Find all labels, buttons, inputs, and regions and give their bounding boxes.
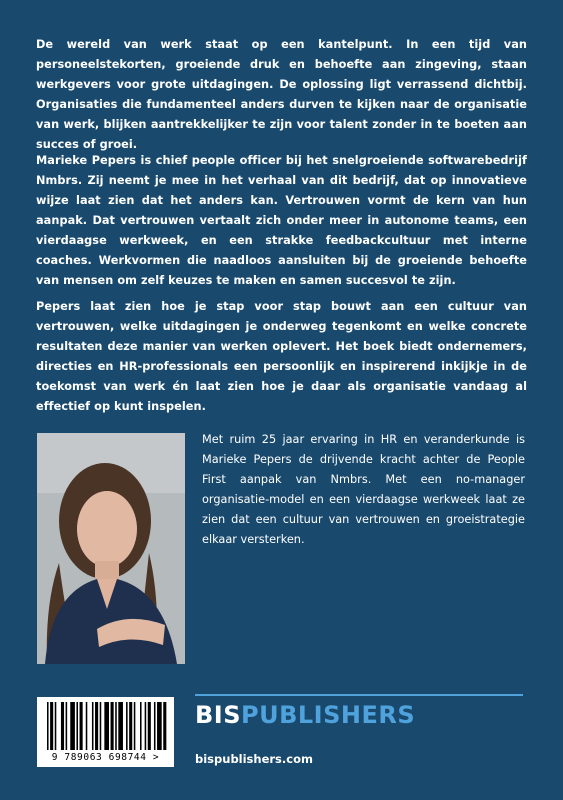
author-portrait-image xyxy=(37,433,185,664)
publisher-divider xyxy=(195,694,523,696)
blurb-paragraph-1: De wereld van werk staat op een kantelpunt. In een tijd van personeelstekorten, groeiende druk en behoefte aan zingeving, staan werkgevers voor grote uitdagingen. De oplossing ligt verrassend dichtbij. Organisaties die fundamenteel anders durven te kijken naar de organisatie van werk, blijken aantrekkelijker te zijn voor talent zonder in te boeten aan succes of groei. xyxy=(36,38,527,151)
publisher-logo-bis: BIS xyxy=(195,701,242,729)
isbn-barcode xyxy=(37,697,174,767)
author-photo xyxy=(37,433,185,664)
isbn-number: 9 789063 698744 > xyxy=(51,752,160,763)
author-bio: Met ruim 25 jaar ervaring in HR en veranderkunde is Marieke Pepers de drijvende kracht achter de People First aanpak van Nmbrs. Met een no-manager organisatie-model en een vierdaagse werkweek laat ze zien dat een cultuur van vertrouwen en groeistrategie elkaar versterken. xyxy=(202,433,525,546)
publisher-logo xyxy=(195,701,415,729)
publisher-website: bispublishers.com xyxy=(195,752,313,766)
blurb-paragraph-3: Pepers laat zien hoe je stap voor stap bouwt aan een cultuur van vertrouwen, welke uitdagingen je onderweg tegenkomt en welke concrete resultaten deze manier van werken oplevert. Het boek biedt ondernemers, directies en HR-professionals een persoonlijk en inspirerend inkijkje in de toekomst van werk én laat zien hoe je daar als organisatie vandaag al effectief op kunt inspelen. xyxy=(36,300,527,413)
blurb-paragraph-2: Marieke Pepers is chief people officer bij het snelgroeiende softwarebedrijf Nmbrs. Zij neemt je mee in het verhaal van dit bedrijf, dat op innovatieve wijze laat zien dat het anders kan. Vertrouwen vormt de kern van hun aanpak. Dat vertrouwen vertaalt zich onder meer in autonome teams, een vierdaagse werkweek, en een strakke feedbackcultuur met interne coaches. Werkvormen die naadloos aansluiten bij de groeiende behoefte van mensen om zelf keuzes te maken en samen succesvol te zijn. xyxy=(36,154,527,287)
publisher-logo-publishers: PUBLISHERS xyxy=(241,701,416,729)
